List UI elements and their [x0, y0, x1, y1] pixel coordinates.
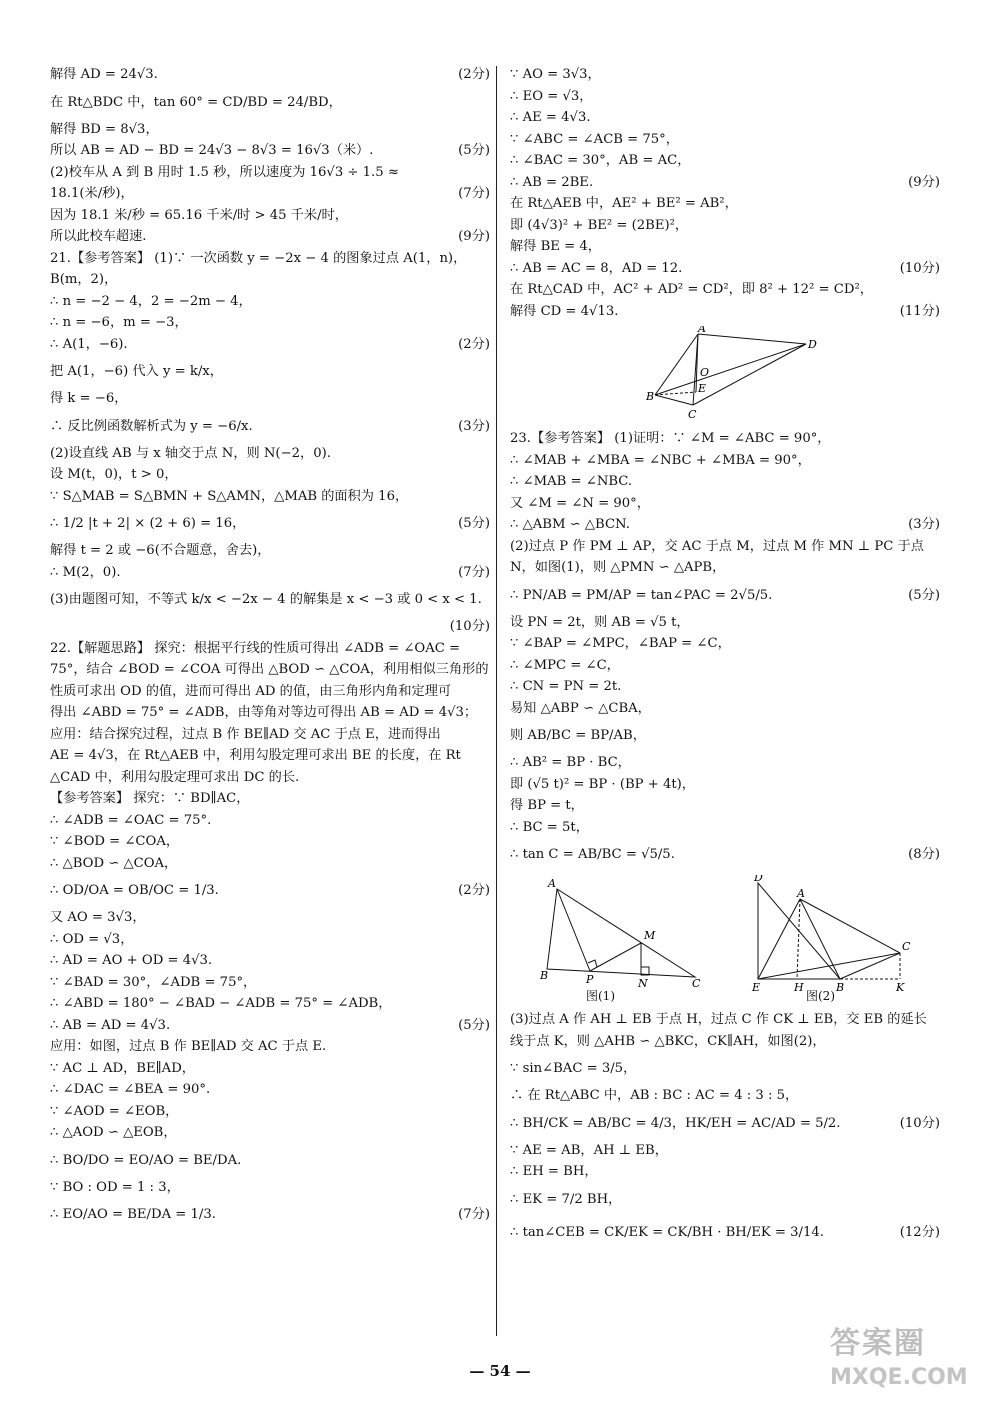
line-text: ∴ EO = √3，: [510, 88, 593, 104]
text-line: [50, 248, 490, 270]
text-line: [510, 1052, 940, 1085]
line-text: ∴ EO/AO = BE/DA = 1/3.: [50, 1207, 216, 1222]
text-line: [510, 301, 940, 323]
line-text: 即 (√5 t)² = BP · (BP + 4t)，: [510, 776, 695, 792]
watermark-url: MXQE.COM: [830, 1365, 968, 1390]
line-text: ∴ AD = AO + OD = 4√3.: [50, 953, 213, 968]
line-text: ∵ ∠BAD = 30°，∠ADB = 75°，: [50, 974, 257, 990]
text-line: [510, 1161, 940, 1183]
line-text: ∵ ∠AOD = ∠EOB，: [50, 1103, 179, 1119]
line-text: 解得 t = 2 或 −6(不合题意，舍去)，: [50, 543, 271, 558]
line-text: ∴ ∠ADB = ∠OAC = 75°.: [50, 812, 212, 828]
line-text: 则 AB/BC = BP/AB，: [510, 728, 646, 743]
score-marker: (11分): [899, 303, 940, 319]
text-line: [510, 64, 940, 86]
line-text: 又 AO = 3√3，: [50, 910, 146, 925]
text-line: [50, 540, 490, 562]
line-text: 应用：结合探究过程，过点 B 作 BE∥AD 交 AC 于点 E，进而得出: [50, 726, 441, 742]
line-text: ∴ OD/OA = OB/OC = 1/3.: [50, 883, 219, 898]
line-text: ∴ PN/AB = PM/AP = tan∠PAC = 2√5/5.: [510, 587, 773, 603]
svg-text:B: B: [646, 390, 655, 403]
line-text: 得 BP = t，: [510, 798, 584, 813]
line-text: ∵ BO : OD = 1 : 3，: [50, 1179, 180, 1195]
line-text: 在 Rt△BDC 中，tan 60° = CD/BD = 24/BD，: [50, 94, 342, 110]
text-line: [50, 140, 490, 162]
line-text: 所以此校车超速.: [50, 229, 147, 244]
score-marker: (2分): [458, 883, 490, 898]
text-line: [510, 107, 940, 129]
line-text: ∴ n = −2 − 4，2 = −2m − 4，: [50, 293, 252, 309]
text-line: [510, 172, 940, 194]
text-line: [50, 1058, 490, 1080]
line-text: ∴ 在 Rt△ABC 中，AB : BC : AC = 4 : 3 : 5，: [510, 1088, 799, 1103]
text-line: [510, 676, 940, 698]
text-line: [50, 681, 490, 703]
text-line: [50, 874, 490, 907]
text-line: [510, 450, 940, 472]
figure-2-caption: 图(2): [806, 989, 835, 1003]
text-line: [50, 1177, 490, 1199]
text-line: [50, 950, 490, 972]
line-text: ∴ tan∠CEB = CK/EK = CK/BH · BH/EK = 3/14.: [510, 1224, 824, 1240]
text-line: [50, 562, 490, 584]
line-text: 【参考答案】 探究：∵ BD∥AC，: [50, 791, 250, 806]
text-line: [510, 1085, 940, 1107]
line-text: ∴ M(2，0).: [50, 564, 121, 580]
text-line: [510, 1216, 940, 1249]
line-text: 所以 AB = AD − BD = 24√3 − 8√3 = 16√3（米）.: [50, 143, 374, 158]
score-marker: (5分): [908, 587, 940, 603]
text-line: [510, 129, 940, 151]
text-line: [50, 334, 490, 356]
line-text: 把 A(1，−6) 代入 y = k/x，: [50, 364, 223, 379]
text-line: [50, 183, 490, 205]
left-column: [50, 64, 490, 1231]
line-text: (2)设直线 AB 与 x 轴交于点 N，则 N(−2，0).: [50, 445, 331, 461]
line-text: ∴ AE = 4√3.: [510, 110, 591, 125]
svg-text:N: N: [638, 977, 648, 990]
line-text: ∴ ∠ABD = 180° − ∠BAD − ∠ADB = 75° = ∠ADB，: [50, 996, 392, 1011]
text-line: [50, 312, 490, 334]
text-line: [50, 1015, 490, 1037]
q22-solution-continued: [510, 64, 940, 322]
column-divider: [496, 66, 497, 1336]
line-text: 应用：如图，过点 B 作 BE∥AD 交 AC 于点 E.: [50, 1039, 327, 1054]
line-text: ∴ tan C = AB/BC = √5/5.: [510, 847, 675, 862]
score-marker: (2分): [458, 67, 490, 82]
line-text: ∵ AO = 3√3，: [510, 67, 601, 82]
text-line: [50, 831, 490, 853]
text-line: [50, 853, 490, 875]
text-line: [50, 1101, 490, 1123]
text-line: [510, 838, 940, 871]
text-line: [50, 486, 490, 508]
text-line: [50, 1079, 490, 1101]
line-text: 22.【解题思路】 探究：根据平行线的性质可得出 ∠ADB = ∠OAC =: [50, 640, 461, 656]
line-text: 解得 BE = 4，: [510, 239, 601, 254]
line-text: ∵ ∠BOD = ∠COA，: [50, 834, 180, 849]
text-line: [50, 1036, 490, 1058]
score-marker: (2分): [458, 336, 490, 352]
score-marker: (10分): [899, 260, 940, 276]
score-marker: (3分): [908, 517, 940, 532]
q22-figure: [510, 326, 940, 424]
text-line: [510, 279, 940, 301]
right-column: [510, 64, 940, 1249]
text-line: [510, 1183, 940, 1216]
text-line: [50, 443, 490, 465]
svg-text:M: M: [644, 929, 656, 942]
q23-figures: [510, 875, 940, 1005]
text-line: [510, 1107, 940, 1140]
line-text: (2)校车从 A 到 B 用时 1.5 秒，所以速度为 16√3 ÷ 1.5 ≈: [50, 164, 399, 180]
line-text: ∴ BC = 5t，: [510, 819, 589, 835]
line-text: ∴ AB = 2BE.: [510, 174, 594, 190]
text-line: [50, 745, 490, 767]
line-text: N，如图(1)，则 △PMN ∽ △APB，: [510, 560, 726, 575]
line-text: 解得 BD = 8√3，: [50, 121, 159, 137]
line-text: 解得 AD = 24√3.: [50, 67, 158, 82]
text-line: [510, 1009, 940, 1031]
line-text: 解得 CD = 4√13.: [510, 303, 619, 319]
text-line: [50, 355, 490, 388]
text-line: [50, 1122, 490, 1144]
line-text: ∴ n = −6，m = −3，: [50, 315, 188, 330]
score-marker: (10分): [449, 619, 490, 634]
score-marker: (5分): [458, 1017, 490, 1033]
line-text: 设 M(t，0)，t > 0，: [50, 467, 178, 482]
text-line: [510, 698, 940, 720]
text-line: [50, 616, 490, 638]
text-line: [50, 929, 490, 951]
line-text: 即 (4√3)² + BE² = (2BE)²，: [510, 217, 689, 233]
line-text: ∵ AC ⊥ AD，BE∥AD，: [50, 1060, 195, 1076]
svg-text:P: P: [586, 973, 594, 986]
text-line: [50, 464, 490, 486]
score-marker: (5分): [458, 143, 490, 158]
svg-text:D: D: [754, 875, 763, 884]
text-line: [50, 972, 490, 994]
text-line: [50, 907, 490, 929]
text-line: [50, 1144, 490, 1177]
score-marker: (5分): [458, 516, 490, 531]
line-text: ∴ ∠DAC = ∠BEA = 90°.: [50, 1082, 211, 1097]
line-text: ∴ 反比例函数解析式为 y = −6/x.: [50, 418, 253, 434]
line-text: (3)过点 A 作 AH ⊥ EB 于点 H，过点 C 作 CK ⊥ EB，交 EB 的延长: [510, 1012, 927, 1027]
text-line: [510, 795, 940, 817]
text-line: [510, 514, 940, 536]
text-line: [510, 719, 940, 752]
text-line: [50, 702, 490, 724]
figure-1-2-diagrams: [510, 875, 940, 1005]
text-line: [50, 507, 490, 540]
text-line: [50, 724, 490, 746]
text-line: [50, 388, 490, 410]
score-marker: (12分): [899, 1224, 940, 1240]
line-text: ∴ ∠MAB = ∠NBC.: [510, 474, 633, 489]
text-line: [510, 817, 940, 839]
svg-text:A: A: [797, 887, 805, 900]
text-line: [510, 1031, 940, 1053]
svg-text:B: B: [836, 981, 845, 994]
text-line: [510, 236, 940, 258]
line-text: 得 k = −6，: [50, 391, 128, 406]
line-text: 线于点 K，则 △AHB ∽ △BKC，CK∥AH，如图(2)，: [510, 1033, 826, 1049]
line-text: ∴ AB² = BP · BC，: [510, 755, 631, 770]
line-text: ∴ OD = √3，: [50, 931, 134, 947]
score-marker: (9分): [458, 229, 490, 244]
text-line: [510, 536, 940, 558]
q23-part3-solution: [510, 1009, 940, 1249]
line-text: 75°，结合 ∠BOD = ∠COA 可得出 △BOD ∽ △COA，利用相似三角形的: [50, 662, 489, 677]
text-line: [510, 774, 940, 796]
svg-text:C: C: [692, 977, 701, 990]
text-line: [510, 428, 940, 450]
line-text: ∴ EH = BH，: [510, 1164, 598, 1179]
svg-text:C: C: [902, 940, 911, 953]
text-line: [510, 612, 940, 634]
line-text: (3)由题图可知，不等式 k/x < −2x − 4 的解集是 x < −3 或 0 < x < 1.: [50, 592, 482, 607]
text-line: [50, 810, 490, 832]
text-line: [50, 410, 490, 443]
line-text: ∴ AB = AD = 4√3.: [50, 1017, 171, 1033]
svg-text:E: E: [698, 382, 707, 395]
line-text: ∴ BO/DO = EO/AO = BE/DA.: [50, 1152, 242, 1168]
text-line: [50, 788, 490, 810]
score-marker: (3分): [458, 418, 490, 434]
svg-text:E: E: [752, 981, 761, 994]
text-line: [50, 269, 490, 291]
text-line: [510, 633, 940, 655]
line-text: 21.【参考答案】 (1)∵ 一次函数 y = −2x − 4 的图象过点 A(1，n)，: [50, 250, 467, 266]
line-text: 易知 △ABP ∽ △CBA，: [510, 700, 651, 716]
line-text: 设 PN = 2t，则 AB = √5 t，: [510, 614, 690, 630]
text-line: [510, 579, 940, 612]
text-line: [510, 655, 940, 677]
score-marker: (7分): [458, 564, 490, 580]
svg-text:O: O: [700, 366, 710, 379]
text-line: [510, 150, 940, 172]
text-line: [50, 119, 490, 141]
text-line: [510, 86, 940, 108]
q23-solution: [510, 428, 940, 871]
line-text: 23.【参考答案】 (1)证明：∵ ∠M = ∠ABC = 90°，: [510, 431, 831, 446]
line-text: ∴ ∠MAB + ∠MBA = ∠NBC + ∠MBA = 90°，: [510, 452, 811, 468]
line-text: ∵ AE = AB，AH ⊥ EB，: [510, 1142, 668, 1158]
line-text: 在 Rt△CAD 中，AC² + AD² = CD²，即 8² + 12² = CD²，: [510, 282, 873, 297]
text-line: [50, 583, 490, 616]
line-text: ∴ △BOD ∽ △COA，: [50, 855, 178, 871]
text-line: [50, 205, 490, 227]
text-line: [510, 493, 940, 515]
line-text: ∴ △AOD ∽ △EOB，: [50, 1125, 177, 1140]
line-text: (2)过点 P 作 PM ⊥ AP，交 AC 于点 M，过点 M 作 MN ⊥ PC 于点: [510, 538, 924, 554]
text-line: [50, 86, 490, 119]
score-marker: (8分): [908, 847, 940, 862]
svg-text:K: K: [896, 981, 905, 994]
text-line: [50, 226, 490, 248]
score-marker: (7分): [458, 1207, 490, 1222]
line-text: 18.1(米/秒)，: [50, 186, 134, 201]
text-line: [510, 752, 940, 774]
text-line: [510, 215, 940, 237]
svg-text:C: C: [688, 408, 697, 421]
text-line: [50, 659, 490, 681]
text-line: [50, 993, 490, 1015]
line-text: AE = 4√3，在 Rt△AEB 中，利用勾股定理可求出 BE 的长度，在 Rt: [50, 748, 461, 763]
score-marker: (10分): [899, 1115, 940, 1131]
line-text: 在 Rt△AEB 中，AE² + BE² = AB²，: [510, 196, 738, 211]
line-text: 又 ∠M = ∠N = 90°，: [510, 495, 650, 511]
line-text: 得出 ∠ABD = 75° = ∠ADB，由等角对等边可得出 AB = AD = 4√3；: [50, 705, 478, 720]
text-line: [510, 471, 940, 493]
text-line: [50, 64, 490, 86]
line-text: ∴ BH/CK = AB/BC = 4/3，HK/EH = AC/AD = 5/2.: [510, 1115, 841, 1131]
text-line: [510, 258, 940, 280]
line-text: ∵ sin∠BAC = 3/5，: [510, 1061, 637, 1076]
line-text: 性质可求出 OD 的值，进而可得出 AD 的值，由三角形内角和定理可: [50, 683, 452, 699]
text-line: [510, 1140, 940, 1162]
line-text: △CAD 中，利用勾股定理可求出 DC 的长.: [50, 769, 300, 785]
line-text: B(m，2)，: [50, 272, 118, 287]
text-line: [510, 557, 940, 579]
line-text: ∴ △ABM ∽ △BCN.: [510, 517, 630, 532]
text-line: [50, 767, 490, 789]
line-text: ∵ ∠ABC = ∠ACB = 75°，: [510, 131, 679, 147]
line-text: ∴ ∠MPC = ∠C，: [510, 657, 620, 673]
line-text: ∵ S△MAB = S△BMN + S△AMN，△MAB 的面积为 16，: [50, 488, 409, 504]
text-line: [50, 638, 490, 660]
quadrilateral-diagram: [510, 326, 940, 424]
svg-text:A: A: [548, 877, 556, 890]
page-number: — 54 —: [469, 1362, 531, 1380]
svg-text:D: D: [808, 338, 817, 351]
line-text: ∵ ∠BAP = ∠MPC，∠BAP = ∠C，: [510, 636, 731, 651]
watermark-logo: 答案圈: [830, 1326, 926, 1361]
line-text: ∴ EK = 7/2 BH，: [510, 1191, 622, 1207]
text-line: [50, 1198, 490, 1231]
svg-text:H: H: [794, 981, 804, 994]
score-marker: (7分): [458, 186, 490, 201]
line-text: ∴ ∠BAC = 30°，AB = AC，: [510, 153, 691, 168]
svg-text:B: B: [540, 969, 549, 982]
text-line: [510, 193, 940, 215]
score-marker: (9分): [908, 174, 940, 190]
text-line: [50, 291, 490, 313]
line-text: ∴ AB = AC = 8，AD = 12.: [510, 260, 683, 276]
text-line: [50, 162, 490, 184]
line-text: 因为 18.1 米/秒 = 65.16 千米/时 > 45 千米/时，: [50, 207, 348, 223]
line-text: ∴ 1/2 |t + 2| × (2 + 6) = 16，: [50, 516, 246, 531]
figure-1-caption: 图(1): [586, 989, 615, 1003]
line-text: ∴ A(1，−6).: [50, 336, 128, 352]
svg-text:A: A: [698, 326, 706, 335]
line-text: ∴ CN = PN = 2t.: [510, 679, 622, 694]
